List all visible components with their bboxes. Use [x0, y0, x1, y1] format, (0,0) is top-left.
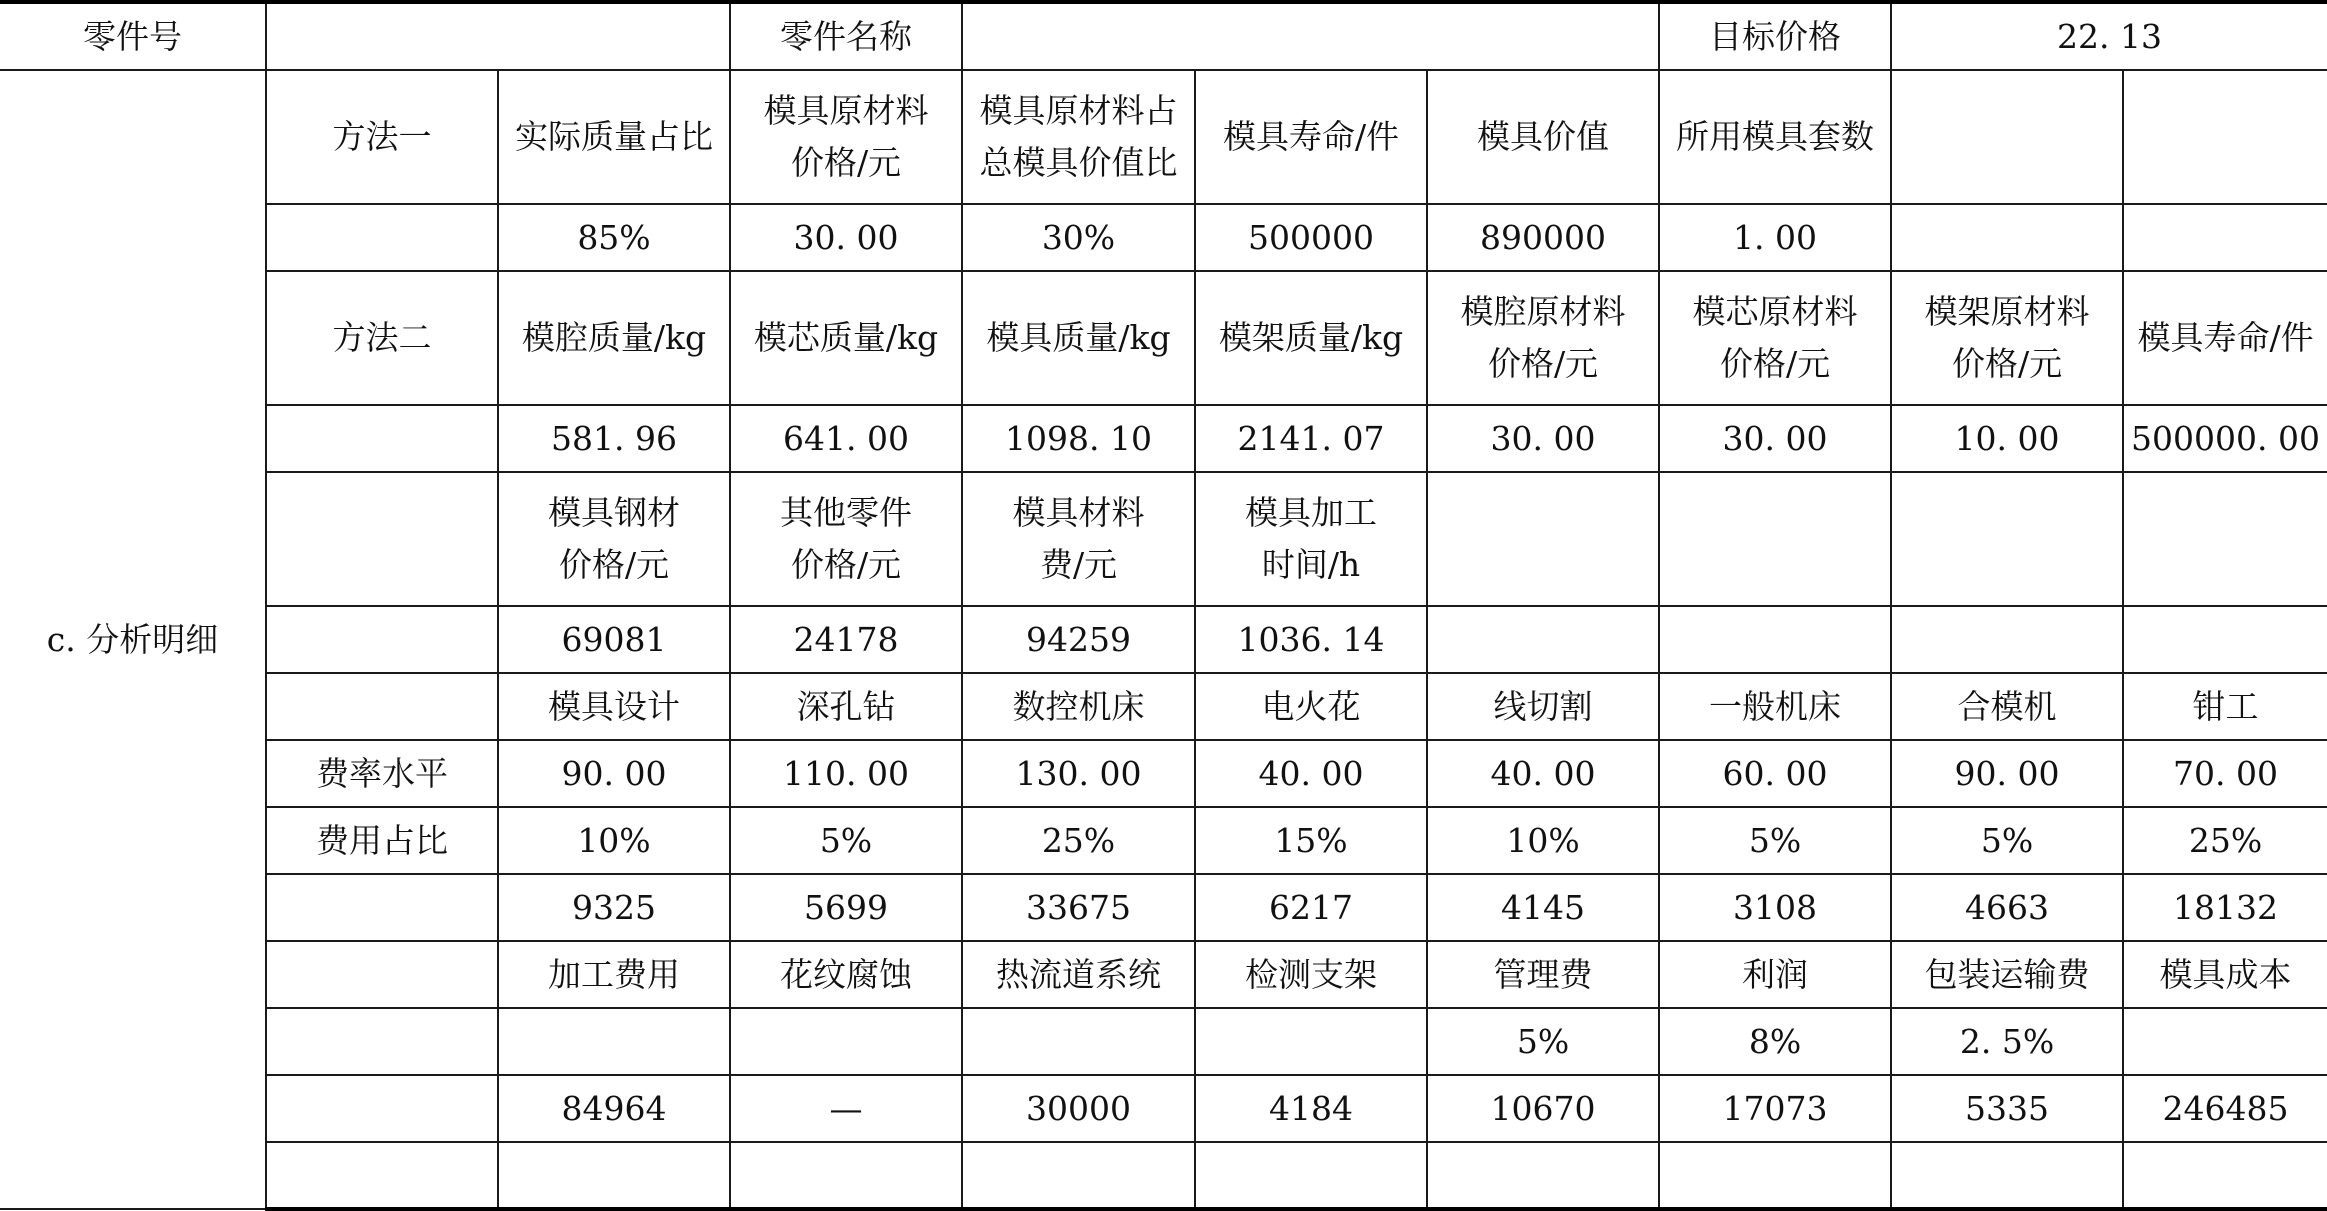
- table-cell: [2123, 204, 2327, 271]
- table-cell: [498, 1075, 730, 1142]
- cell-value: 模具钢材 价格/元: [548, 493, 680, 584]
- table-cell: [2123, 673, 2327, 740]
- table-row: [0, 405, 2327, 472]
- table-cell: [1427, 1142, 1659, 1209]
- cell-value: 30000: [1026, 1088, 1131, 1128]
- row-label-cell: [266, 1142, 498, 1209]
- table-cell: [498, 1008, 730, 1075]
- row-label-cell: [266, 70, 498, 204]
- cell-value: 热流道系统: [996, 954, 1161, 994]
- table-row: [0, 472, 2327, 606]
- table-cell: [1659, 1142, 1891, 1209]
- table-cell: [498, 941, 730, 1008]
- table-cell: [1195, 1008, 1427, 1075]
- table-row: [0, 271, 2327, 405]
- table-cell: [498, 740, 730, 807]
- table-cell: [1427, 1008, 1659, 1075]
- cell-value: 9325: [572, 887, 656, 927]
- cell-value: 18132: [2173, 887, 2278, 927]
- cell-value: 模具质量/kg: [986, 318, 1171, 357]
- table-cell: [730, 70, 962, 204]
- row-label-cell: [266, 271, 498, 405]
- cell-value: 641. 00: [783, 418, 909, 458]
- row-label-cell: [266, 1008, 498, 1075]
- table-cell: [498, 70, 730, 204]
- table-cell: [1891, 1142, 2123, 1209]
- table-cell: [1659, 70, 1891, 204]
- row-label-cell: [266, 1075, 498, 1142]
- cell-value: 10. 00: [1954, 418, 2060, 458]
- table-cell: [962, 941, 1195, 1008]
- table-cell: [1659, 1075, 1891, 1142]
- table-cell: [1427, 606, 1659, 673]
- cell-value: 5%: [1748, 820, 1802, 860]
- cell-value: 69081: [561, 619, 667, 659]
- cell-value: 10670: [1490, 1088, 1596, 1128]
- cell-value: 模具加工 时间/h: [1245, 493, 1377, 584]
- table-cell: [730, 204, 962, 271]
- part-number-label: 零件号: [0, 2, 266, 70]
- table-cell: [498, 606, 730, 673]
- table-row: [0, 1142, 2327, 1209]
- target-price-label: 目标价格: [1659, 2, 1891, 70]
- row-label-cell: [266, 673, 498, 740]
- table-cell: [498, 874, 730, 941]
- cell-value: 包装运输费: [1924, 954, 2090, 994]
- table-cell: [962, 1075, 1195, 1142]
- table-cell: [498, 673, 730, 740]
- table-cell: [2123, 740, 2327, 807]
- cell-value: 1098. 10: [1005, 418, 1152, 458]
- table-row: [0, 807, 2327, 874]
- cell-value: 25%: [2188, 820, 2263, 860]
- header-row: [0, 2, 2327, 70]
- table-row: [0, 1008, 2327, 1075]
- cell-value: 钳工: [2192, 686, 2259, 726]
- table-cell: [2123, 271, 2327, 405]
- row-label: 方法一: [332, 117, 432, 156]
- table-cell: [498, 472, 730, 606]
- cell-value: 5%: [1516, 1021, 1570, 1061]
- cell-value: 30%: [1041, 217, 1116, 257]
- table-cell: [2123, 1075, 2327, 1142]
- table-cell: [1195, 606, 1427, 673]
- table-cell: [1659, 874, 1891, 941]
- table-cell: [730, 807, 962, 874]
- table-cell: [1891, 204, 2123, 271]
- table-row: [0, 1075, 2327, 1142]
- cell-value: 94259: [1026, 619, 1131, 659]
- table-cell: [1427, 874, 1659, 941]
- table-cell: [1659, 673, 1891, 740]
- table-cell: [730, 941, 962, 1008]
- cell-value: 模芯原材料 价格/元: [1692, 292, 1858, 383]
- row-label-cell: [266, 941, 498, 1008]
- table-cell: [498, 204, 730, 271]
- table-cell: [1427, 1075, 1659, 1142]
- cell-value: 6217: [1269, 887, 1353, 927]
- cell-value: 130. 00: [1015, 753, 1142, 793]
- cell-value: 模腔质量/kg: [521, 318, 707, 357]
- table-cell: [1195, 1142, 1427, 1209]
- table-row: [0, 606, 2327, 673]
- table-cell: [1427, 271, 1659, 405]
- table-cell: [962, 271, 1195, 405]
- table-cell: [1427, 405, 1659, 472]
- table-cell: [1195, 807, 1427, 874]
- table-cell: [1891, 606, 2123, 673]
- cell-value: 电火花: [1261, 686, 1361, 726]
- table-cell: [1195, 70, 1427, 204]
- table-cell: [730, 740, 962, 807]
- cell-value: 15%: [1274, 820, 1348, 860]
- table-cell: [2123, 874, 2327, 941]
- table-cell: [1891, 271, 2123, 405]
- target-price-value: 22. 13: [1891, 2, 2327, 70]
- table-cell: [1427, 204, 1659, 271]
- table-cell: [1427, 807, 1659, 874]
- cell-value: 模具设计: [548, 686, 680, 726]
- table-cell: [730, 405, 962, 472]
- cell-value: 8%: [1748, 1021, 1802, 1061]
- cell-value: 90. 00: [561, 753, 667, 793]
- cell-value: 24178: [793, 619, 899, 659]
- table-cell: [1891, 472, 2123, 606]
- cell-value: 3108: [1733, 887, 1817, 927]
- cell-value: 线切割: [1493, 686, 1593, 726]
- cell-value: 90. 00: [1954, 753, 2060, 793]
- cell-value: 40. 00: [1258, 753, 1364, 793]
- cell-value: 5%: [819, 820, 873, 860]
- table-cell: [730, 874, 962, 941]
- table-cell: [962, 606, 1195, 673]
- cell-value: 25%: [1041, 820, 1116, 860]
- table-cell: [1427, 70, 1659, 204]
- cell-value: 246485: [2162, 1088, 2289, 1128]
- table-cell: [1659, 204, 1891, 271]
- cell-value: 84964: [561, 1088, 667, 1128]
- table-cell: [498, 405, 730, 472]
- table-cell: [2123, 807, 2327, 874]
- cell-value: 模具寿命/件: [1222, 117, 1400, 156]
- table-cell: [2123, 941, 2327, 1008]
- table-cell: [1195, 941, 1427, 1008]
- table-cell: [1659, 740, 1891, 807]
- cell-value: 17073: [1722, 1088, 1828, 1128]
- table-cell: [962, 70, 1195, 204]
- cell-value: 模具价值: [1477, 117, 1609, 156]
- cell-value: 合模机: [1957, 686, 2057, 726]
- table-cell: [1195, 271, 1427, 405]
- cell-value: 模架原材料 价格/元: [1924, 292, 2090, 383]
- cell-value: 5335: [1965, 1088, 2049, 1128]
- table-cell: [498, 271, 730, 405]
- cell-value: 一般机床: [1709, 686, 1842, 726]
- table-cell: [730, 271, 962, 405]
- row-label-cell: [266, 606, 498, 673]
- table-cell: [730, 606, 962, 673]
- row-label-cell: [266, 405, 498, 472]
- cell-value: 85%: [577, 217, 651, 257]
- cell-value: 30. 00: [1722, 418, 1828, 458]
- cell-value: 5%: [1980, 820, 2034, 860]
- table-row: [0, 740, 2327, 807]
- table-cell: [2123, 472, 2327, 606]
- table-cell: [1891, 740, 2123, 807]
- table-row: [0, 874, 2327, 941]
- table-cell: [962, 204, 1195, 271]
- part-number-value: [266, 2, 730, 70]
- table-cell: [1891, 1008, 2123, 1075]
- cell-value: 模具材料 费/元: [1012, 493, 1145, 584]
- row-label-cell: [266, 807, 498, 874]
- table-row: [0, 70, 2327, 204]
- cell-value: 实际质量占比: [515, 117, 713, 156]
- cell-value: 4663: [1965, 887, 2049, 927]
- cell-value: 110. 00: [783, 753, 909, 793]
- table-cell: [1891, 1075, 2123, 1142]
- table-cell: [1659, 472, 1891, 606]
- table-cell: [1427, 472, 1659, 606]
- table-cell: [962, 874, 1195, 941]
- row-label-cell: [266, 204, 498, 271]
- cell-value: 500000: [1248, 217, 1374, 257]
- table-cell: [730, 1142, 962, 1209]
- section-label: c. 分析明细: [0, 70, 266, 1209]
- table-cell: [1659, 405, 1891, 472]
- row-label-cell: [266, 874, 498, 941]
- cell-value: 30. 00: [1490, 418, 1596, 458]
- table-cell: [1659, 941, 1891, 1008]
- cell-value: 深孔钻: [796, 686, 896, 726]
- table-cell: [2123, 405, 2327, 472]
- cell-value: 581. 96: [551, 418, 677, 458]
- table-cell: [1195, 204, 1427, 271]
- table-cell: [1659, 1008, 1891, 1075]
- table-cell: [1891, 807, 2123, 874]
- row-label-cell: [266, 472, 498, 606]
- cell-value: 管理费: [1493, 954, 1593, 994]
- table-cell: [962, 405, 1195, 472]
- table-cell: [1891, 673, 2123, 740]
- cell-value: 1036. 14: [1237, 619, 1385, 659]
- table-cell: [962, 740, 1195, 807]
- table-cell: [962, 1142, 1195, 1209]
- cell-value: 模具原材料占 总模具价值比: [979, 91, 1178, 182]
- table-cell: [1195, 472, 1427, 606]
- table-cell: [730, 1008, 962, 1075]
- cell-value: 模具成本: [2159, 954, 2292, 994]
- cell-value: 4145: [1501, 887, 1585, 927]
- table-cell: [2123, 1142, 2327, 1209]
- table-cell: [2123, 70, 2327, 204]
- cell-value: 模架质量/kg: [1218, 318, 1404, 357]
- cell-value: 模腔原材料 价格/元: [1460, 292, 1626, 383]
- table-cell: [730, 1075, 962, 1142]
- cell-value: 花纹腐蚀: [780, 954, 912, 994]
- part-name-value: [962, 2, 1659, 70]
- cell-value: 500000. 00: [2131, 418, 2320, 458]
- table-cell: [1659, 606, 1891, 673]
- table-cell: [962, 673, 1195, 740]
- table-cell: [1427, 673, 1659, 740]
- table-cell: [730, 673, 962, 740]
- table-cell: [1195, 874, 1427, 941]
- table-cell: [1659, 807, 1891, 874]
- table-cell: [1891, 405, 2123, 472]
- cell-value: 33675: [1026, 887, 1131, 927]
- cell-value: 70. 00: [2173, 753, 2278, 793]
- table-cell: [2123, 1008, 2327, 1075]
- row-label: 费用占比: [316, 820, 448, 860]
- cell-value: 利润: [1742, 954, 1809, 994]
- table-row: [0, 204, 2327, 271]
- table-cell: [1891, 941, 2123, 1008]
- table-cell: [730, 472, 962, 606]
- cell-value: 数控机床: [1012, 686, 1145, 726]
- cell-value: 1. 00: [1733, 217, 1817, 257]
- cell-value: 模芯质量/kg: [753, 318, 939, 357]
- table-cell: [1659, 271, 1891, 405]
- cell-value: 其他零件 价格/元: [780, 493, 912, 584]
- table-cell: [1427, 941, 1659, 1008]
- table-cell: [1195, 1075, 1427, 1142]
- cell-value: 890000: [1480, 217, 1606, 257]
- cell-value: 5699: [804, 887, 888, 927]
- table-row: [0, 673, 2327, 740]
- cell-value: 4184: [1269, 1088, 1353, 1128]
- cell-value: 10%: [1506, 820, 1580, 860]
- table-cell: [1195, 740, 1427, 807]
- table-cell: [962, 472, 1195, 606]
- table-cell: [498, 807, 730, 874]
- cell-value: 10%: [577, 820, 651, 860]
- cell-value: 2141. 07: [1237, 418, 1385, 458]
- table-cell: [1891, 70, 2123, 204]
- table-cell: [1195, 405, 1427, 472]
- cell-value: 所用模具套数: [1676, 117, 1875, 156]
- table-cell: [498, 1142, 730, 1209]
- table-cell: [962, 1008, 1195, 1075]
- table-row: [0, 941, 2327, 1008]
- row-label-cell: [266, 740, 498, 807]
- table-cell: [962, 807, 1195, 874]
- cell-value: 60. 00: [1722, 753, 1828, 793]
- cell-value: 模具原材料 价格/元: [763, 91, 929, 182]
- table-cell: [1891, 874, 2123, 941]
- cell-value: 40. 00: [1490, 753, 1596, 793]
- table-cell: [1427, 740, 1659, 807]
- row-label: 方法二: [332, 318, 432, 357]
- part-name-label: 零件名称: [730, 2, 962, 70]
- cell-value: 2. 5%: [1959, 1021, 2055, 1061]
- cell-value: 模具寿命/件: [2137, 318, 2314, 357]
- table-cell: [2123, 606, 2327, 673]
- cell-value: 30. 00: [793, 217, 899, 257]
- cell-value: —: [829, 1088, 863, 1128]
- cell-value: 检测支架: [1245, 954, 1377, 994]
- table-cell: [1195, 673, 1427, 740]
- row-label: 费率水平: [316, 753, 448, 793]
- cell-value: 加工费用: [548, 954, 680, 994]
